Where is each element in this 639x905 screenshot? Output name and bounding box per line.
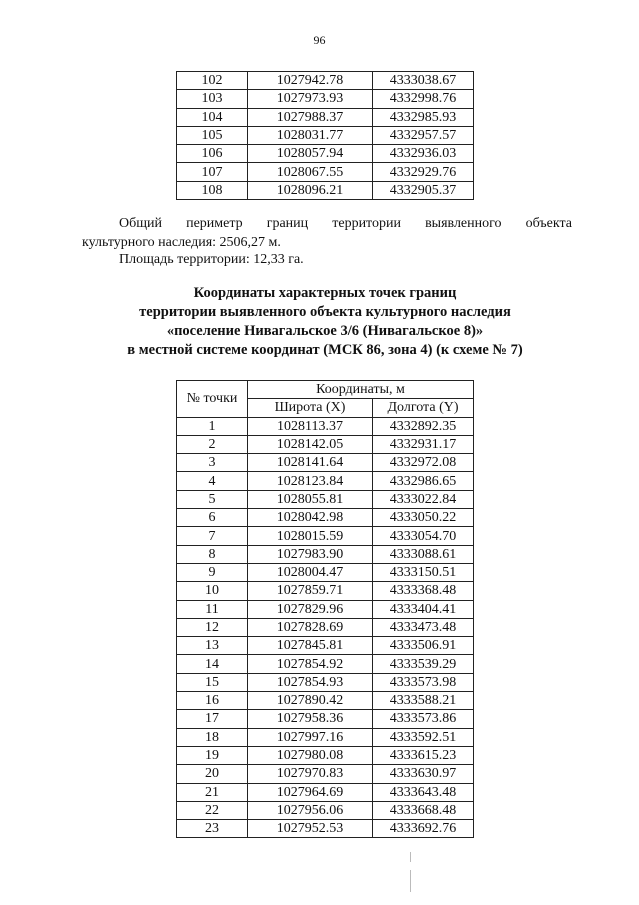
- latitude-cell: 1028055.81: [248, 490, 373, 508]
- point-number-cell: 23: [177, 820, 248, 838]
- perimeter-line-2: культурного наследия: 2506,27 м.: [82, 235, 281, 250]
- latitude-cell: 1027829.96: [248, 600, 373, 618]
- perimeter-word: границ: [266, 216, 309, 231]
- longitude-cell: 4332892.35: [373, 417, 474, 435]
- longitude-cell: 4333573.98: [373, 673, 474, 691]
- table-row: [177, 126, 474, 144]
- perimeter-word: периметр: [186, 216, 243, 231]
- table-row: [177, 692, 474, 710]
- longitude-cell: 4333368.48: [373, 582, 474, 600]
- latitude-cell: 1027845.81: [248, 637, 373, 655]
- point-number-cell: 19: [177, 746, 248, 764]
- point-number-cell: 2: [177, 435, 248, 453]
- table-row: [177, 655, 474, 673]
- latitude-cell: 1028123.84: [248, 472, 373, 490]
- longitude-cell: 4333643.48: [373, 783, 474, 801]
- point-number-cell: 22: [177, 801, 248, 819]
- table-row: [177, 181, 474, 199]
- point-number-cell: 107: [177, 163, 248, 181]
- perimeter-paragraph: [82, 214, 572, 252]
- table-row: [177, 435, 474, 453]
- longitude-cell: 4333615.23: [373, 746, 474, 764]
- header-latitude: Широта (X): [248, 399, 373, 417]
- point-number-cell: 8: [177, 545, 248, 563]
- table-row: [177, 783, 474, 801]
- latitude-cell: 1027997.16: [248, 728, 373, 746]
- latitude-cell: 1027952.53: [248, 820, 373, 838]
- longitude-cell: 4333473.48: [373, 618, 474, 636]
- point-number-cell: 11: [177, 600, 248, 618]
- table-row: [177, 820, 474, 838]
- latitude-cell: 1028031.77: [248, 126, 373, 144]
- area-paragraph: Площадь территории: 12,33 га.: [119, 252, 304, 267]
- table-row: [177, 618, 474, 636]
- coordinates-table: [176, 380, 474, 838]
- perimeter-line-1: [82, 214, 572, 233]
- table-row: [177, 545, 474, 563]
- latitude-cell: 1028042.98: [248, 509, 373, 527]
- point-number-cell: 16: [177, 692, 248, 710]
- latitude-cell: 1028141.64: [248, 454, 373, 472]
- point-number-cell: 103: [177, 90, 248, 108]
- longitude-cell: 4332905.37: [373, 181, 474, 199]
- latitude-cell: 1027970.83: [248, 765, 373, 783]
- point-number-cell: 106: [177, 145, 248, 163]
- point-number-cell: 1: [177, 417, 248, 435]
- table-row: [177, 600, 474, 618]
- header-longitude: Долгота (Y): [373, 399, 474, 417]
- longitude-cell: 4333022.84: [373, 490, 474, 508]
- table-row: [177, 108, 474, 126]
- longitude-cell: 4333692.76: [373, 820, 474, 838]
- heading-line-2: территории выявленного объекта культурного наследия: [139, 304, 511, 320]
- latitude-cell: 1028096.21: [248, 181, 373, 199]
- point-number-cell: 3: [177, 454, 248, 472]
- latitude-cell: 1027854.93: [248, 673, 373, 691]
- table-row: [177, 746, 474, 764]
- latitude-cell: 1028142.05: [248, 435, 373, 453]
- table-row: [177, 673, 474, 691]
- perimeter-word: выявленного: [425, 216, 502, 231]
- longitude-cell: 4332985.93: [373, 108, 474, 126]
- table-row: [177, 509, 474, 527]
- longitude-cell: 4332998.76: [373, 90, 474, 108]
- point-number-cell: 15: [177, 673, 248, 691]
- point-number-cell: 105: [177, 126, 248, 144]
- longitude-cell: 4332931.17: [373, 435, 474, 453]
- table-row: [177, 472, 474, 490]
- point-number-cell: 10: [177, 582, 248, 600]
- longitude-cell: 4333573.86: [373, 710, 474, 728]
- point-number-cell: 104: [177, 108, 248, 126]
- perimeter-word: территории: [332, 216, 401, 231]
- heading-line-4: в местной системе координат (МСК 86, зона 4) (к схеме № 7): [127, 342, 523, 358]
- point-number-cell: 9: [177, 563, 248, 581]
- point-number-cell: 14: [177, 655, 248, 673]
- latitude-cell: 1028015.59: [248, 527, 373, 545]
- table-row: [177, 490, 474, 508]
- point-number-cell: 4: [177, 472, 248, 490]
- latitude-cell: 1027859.71: [248, 582, 373, 600]
- latitude-cell: 1027983.90: [248, 545, 373, 563]
- table-row: [177, 527, 474, 545]
- point-number-cell: 102: [177, 72, 248, 90]
- longitude-cell: 4333592.51: [373, 728, 474, 746]
- table-row: [177, 454, 474, 472]
- longitude-cell: 4333506.91: [373, 637, 474, 655]
- latitude-cell: 1028113.37: [248, 417, 373, 435]
- latitude-cell: 1027854.92: [248, 655, 373, 673]
- latitude-cell: 1027828.69: [248, 618, 373, 636]
- coordinates-table-continued: [176, 71, 474, 200]
- point-number-cell: 18: [177, 728, 248, 746]
- point-number-cell: 108: [177, 181, 248, 199]
- table-row: [177, 72, 474, 90]
- point-number-cell: 5: [177, 490, 248, 508]
- longitude-cell: 4333588.21: [373, 692, 474, 710]
- longitude-cell: 4333630.97: [373, 765, 474, 783]
- latitude-cell: 1028004.47: [248, 563, 373, 581]
- longitude-cell: 4333539.29: [373, 655, 474, 673]
- latitude-cell: 1028067.55: [248, 163, 373, 181]
- latitude-cell: 1027890.42: [248, 692, 373, 710]
- table-row: [177, 637, 474, 655]
- perimeter-word: Общий: [119, 216, 162, 231]
- point-number-cell: 20: [177, 765, 248, 783]
- table-row: [177, 801, 474, 819]
- heading-line-3: «поселение Нивагальское 3/6 (Нивагальское 8)»: [166, 323, 484, 339]
- table-row: [177, 582, 474, 600]
- page-number: 96: [313, 33, 326, 47]
- latitude-cell: 1027973.93: [248, 90, 373, 108]
- table-row: [177, 563, 474, 581]
- longitude-cell: 4332986.65: [373, 472, 474, 490]
- point-number-cell: 12: [177, 618, 248, 636]
- latitude-cell: 1027942.78: [248, 72, 373, 90]
- table-row: [177, 728, 474, 746]
- longitude-cell: 4332936.03: [373, 145, 474, 163]
- heading-line-1: Координаты характерных точек границ: [193, 285, 457, 301]
- latitude-cell: 1027980.08: [248, 746, 373, 764]
- longitude-cell: 4333088.61: [373, 545, 474, 563]
- latitude-cell: 1028057.94: [248, 145, 373, 163]
- header-point-number: № точки: [177, 381, 248, 418]
- longitude-cell: 4333404.41: [373, 600, 474, 618]
- point-number-cell: 7: [177, 527, 248, 545]
- longitude-cell: 4333668.48: [373, 801, 474, 819]
- longitude-cell: 4333050.22: [373, 509, 474, 527]
- longitude-cell: 4333054.70: [373, 527, 474, 545]
- table-row: [177, 710, 474, 728]
- latitude-cell: 1027956.06: [248, 801, 373, 819]
- header-coordinates: Координаты, м: [248, 381, 474, 399]
- longitude-cell: 4332957.57: [373, 126, 474, 144]
- table-row: [177, 417, 474, 435]
- point-number-cell: 6: [177, 509, 248, 527]
- table-row: [177, 90, 474, 108]
- point-number-cell: 21: [177, 783, 248, 801]
- scan-artifact: [410, 870, 411, 892]
- point-number-cell: 17: [177, 710, 248, 728]
- latitude-cell: 1027988.37: [248, 108, 373, 126]
- latitude-cell: 1027964.69: [248, 783, 373, 801]
- point-number-cell: 13: [177, 637, 248, 655]
- table-row: [177, 145, 474, 163]
- longitude-cell: 4333038.67: [373, 72, 474, 90]
- longitude-cell: 4332972.08: [373, 454, 474, 472]
- table-row: [177, 765, 474, 783]
- latitude-cell: 1027958.36: [248, 710, 373, 728]
- scan-artifact: [410, 852, 411, 862]
- longitude-cell: 4332929.76: [373, 163, 474, 181]
- longitude-cell: 4333150.51: [373, 563, 474, 581]
- section-heading: [60, 284, 590, 360]
- perimeter-word: объекта: [525, 216, 572, 231]
- table-row: [177, 163, 474, 181]
